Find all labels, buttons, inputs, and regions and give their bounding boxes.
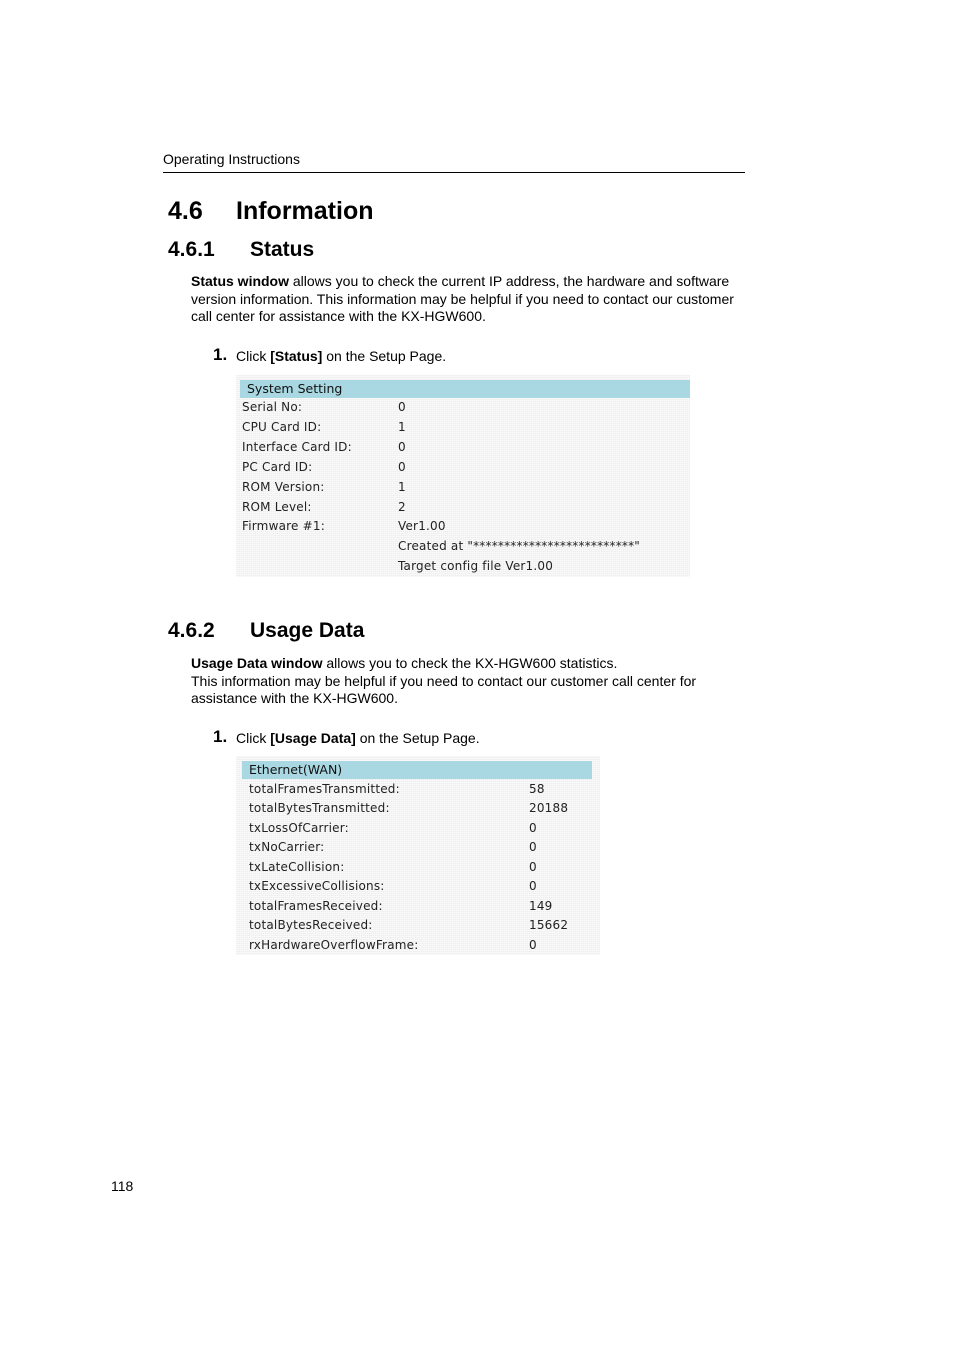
status-row-label: ROM Version: [242,480,325,494]
page-number: 118 [111,1178,134,1194]
status-row-value: 0 [398,460,406,474]
header-rule [163,172,745,173]
status-step-pre: Click [236,348,271,364]
status-row-value: Target config file Ver1.00 [398,559,554,573]
status-step-button-ref: [Status] [270,348,323,364]
status-paragraph [191,273,751,326]
status-row-value: Ver1.00 [398,519,446,533]
usage-row-value: 20188 [529,801,569,815]
usage-para-bold: Usage Data window [191,655,323,671]
usage-row-label: totalFramesTransmitted: [249,782,400,796]
usage-row-label: txLossOfCarrier: [249,821,349,835]
usage-row-label: rxHardwareOverflowFrame: [249,938,419,952]
usage-para-line2: This information may be helpful if you need to contact our customer call center for [191,672,697,689]
status-row-label: ROM Level: [242,500,312,514]
section-number: 4.6 [168,197,203,225]
usage-paragraph [191,655,751,708]
status-row-label: Firmware #1: [242,519,325,533]
usage-row-label: totalFramesReceived: [249,899,383,913]
section-title: Information [236,197,374,225]
status-step [236,348,446,364]
status-para-line1: allows you to check the current IP address, the hardware and software [289,273,730,289]
status-row-label: Serial No: [242,400,303,414]
status-row-label: Interface Card ID: [242,440,352,454]
status-step-post: on the Setup Page. [322,348,447,364]
usage-row-value: 0 [529,840,537,854]
status-para-line2: version information. This information may be helpful if you need to contact our customer [191,290,734,307]
usage-para-line1: allows you to check the KX-HGW600 statistics. [322,655,618,671]
status-step-number: 1. [213,345,228,364]
usage-row-value: 15662 [529,918,569,932]
status-row-value: Created at "**************************" [398,539,641,553]
status-para-line3: call center for assistance with the KX-HGW600. [191,308,486,324]
status-para-bold: Status window [191,273,289,289]
usage-step-post: on the Setup Page. [355,730,480,746]
usage-row-value: 0 [529,821,537,835]
status-row-value: 2 [398,500,406,514]
status-heading-number: 4.6.1 [168,238,215,261]
status-heading-title: Status [250,238,315,261]
usage-row-value: 0 [529,879,537,893]
status-row-value: 0 [398,400,406,414]
usage-row-label: txExcessiveCollisions: [249,879,385,893]
usage-step-number: 1. [213,727,228,746]
usage-step-pre: Click [236,730,271,746]
usage-para-line3: assistance with the KX-HGW600. [191,690,398,706]
status-row-label: CPU Card ID: [242,420,322,434]
status-row-value: 1 [398,480,406,494]
usage-row-value: 149 [529,899,553,913]
status-row-value: 1 [398,420,406,434]
usage-heading-title: Usage Data [250,619,365,642]
usage-heading-number: 4.6.2 [168,619,215,642]
usage-step-button-ref: [Usage Data] [270,730,356,746]
usage-row-value: 58 [529,782,545,796]
status-row-value: 0 [398,440,406,454]
usage-row-label: txLateCollision: [249,860,345,874]
system-setting-title-bar: System Setting [240,380,690,398]
usage-row-label: totalBytesReceived: [249,918,373,932]
usage-row-value: 0 [529,938,537,952]
usage-row-label: totalBytesTransmitted: [249,801,390,815]
usage-screenshot [236,756,600,955]
usage-step [236,730,480,746]
running-header: Operating Instructions [163,151,300,167]
usage-row-value: 0 [529,860,537,874]
status-row-label: PC Card ID: [242,460,313,474]
usage-row-label: txNoCarrier: [249,840,325,854]
ethernet-wan-title-bar: Ethernet(WAN) [242,761,592,779]
status-screenshot [236,375,690,577]
